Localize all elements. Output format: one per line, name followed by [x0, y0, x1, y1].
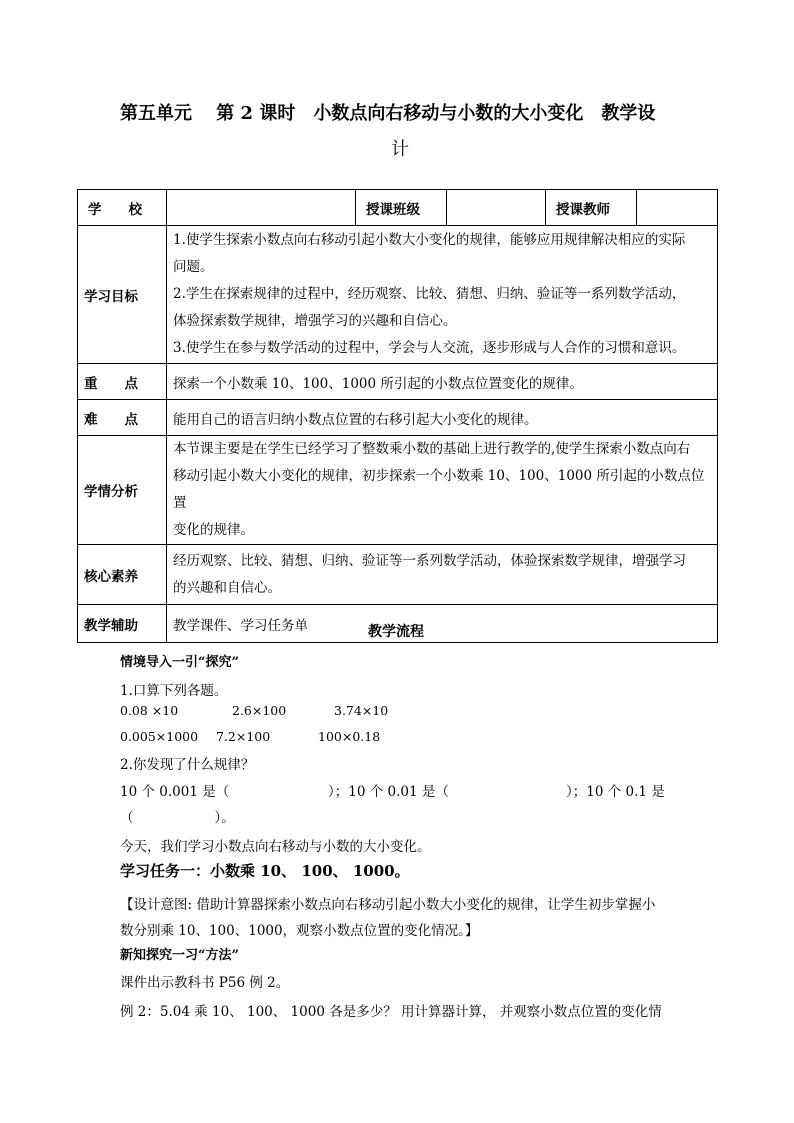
analysis-line: 变化的规律。: [173, 522, 254, 538]
calc-item: 7.2×100: [216, 729, 271, 744]
table-row: [78, 436, 718, 545]
task-1-heading: 学习任务一：小数乘 10、 100、 1000。: [120, 862, 410, 880]
table-row: [78, 400, 718, 436]
blank-line-2: （ ）。: [120, 810, 235, 826]
blank-part: ）；10 个 0.01 是（: [328, 784, 449, 800]
key-text: 探索一个小数乘 10、100、1000 所引起的小数点位置变化的规律。: [167, 364, 718, 400]
table-row: [78, 226, 718, 364]
blank-part: ）；10 个 0.1 是: [566, 784, 665, 800]
teacher-label: 授课教师: [546, 190, 637, 226]
class-value: [447, 190, 546, 226]
calc-item: 100×0.18: [318, 729, 381, 744]
school-value: [167, 190, 356, 226]
core-line: 经历观察、比较、猜想、归纳、验证等一系列数学活动，体验探索数学规律，增强学习: [173, 552, 686, 569]
intro-heading: 情境导入一引“探究”: [120, 655, 239, 670]
core-cell: [167, 545, 718, 605]
analysis-line: 本节课主要是在学生已经学习了整数乘小数的基础上进行教学的,使学生探索小数点向右: [173, 441, 691, 457]
table-row: [78, 545, 718, 605]
title-line1: 第五单元 第 2 课时 小数点向右移动与小数的大小变化 教学设: [120, 103, 656, 124]
title-line2: 计: [391, 139, 409, 160]
difficulty-text: 能用自己的语言归纳小数点位置的右移引起大小变化的规律。: [167, 400, 718, 436]
lesson-info-table: [77, 189, 718, 643]
flow-heading: 教学流程: [368, 624, 424, 640]
design-intent-line: 【设计意图: 借助计算器探索小数点向右移动引起小数大小变化的规律，让学生初步掌握小: [120, 897, 656, 913]
analysis-cell: [167, 436, 718, 545]
example-text: 例 2：5.04 乘 10、 100、 1000 各是多少？ 用计算器计算， 并观察小数点位置的变化情: [120, 1004, 662, 1020]
table-row: [78, 364, 718, 400]
goals-cell: [167, 226, 718, 364]
calc-item: 3.74×10: [334, 703, 389, 718]
table-row: [78, 190, 718, 226]
core-line: 的兴趣和自信心。: [173, 579, 281, 596]
courseware-text: 课件出示教科书 P56 例 2。: [120, 975, 290, 991]
aid-label: 教学辅助: [78, 605, 167, 643]
goals-label: 学习目标: [78, 226, 167, 364]
design-intent-line: 数分别乘 10、100、1000，观察小数点位置的变化情况。】: [120, 923, 479, 939]
goal-line: 体验探索数学规律，增强学习的兴趣和自信心。: [173, 313, 457, 329]
goal-line: 3.使学生在参与数学活动的过程中，学会与人交流，逐步形成与人合作的习惯和意识。: [173, 340, 686, 356]
aid-text: 教学课件、学习任务单: [167, 605, 718, 643]
core-label: 核心素养: [78, 545, 167, 605]
key-label: 重 点: [78, 364, 167, 400]
class-label: 授课班级: [356, 190, 447, 226]
calc-item: 2.6×100: [232, 703, 287, 718]
question-2: 2.你发现了什么规律？: [120, 757, 255, 773]
question-1: 1.口算下列各题。: [120, 683, 228, 699]
analysis-label: 学情分析: [78, 436, 167, 545]
analysis-line: 移动引起小数大小变化的规律，初步探索一个小数乘 10、100、1000 所引起的小数点位置: [173, 468, 705, 511]
page-title: [100, 96, 700, 168]
calc-item: 0.005×1000: [120, 729, 199, 744]
new-knowledge-heading: 新知探究一习“方法”: [120, 948, 239, 963]
today-text: 今天，我们学习小数点向右移动与小数的大小变化。: [120, 839, 431, 855]
school-label: 学 校: [78, 190, 167, 226]
goal-line: 问题。: [173, 259, 214, 275]
goal-line: 2.学生在探索规律的过程中，经历观察、比较、猜想、归纳、验证等一系列数学活动，: [173, 286, 686, 302]
difficulty-label: 难 点: [78, 400, 167, 436]
calc-item: 0.08 ×10: [120, 703, 179, 718]
blank-part: 10 个 0.001 是（: [120, 784, 230, 800]
teacher-value: [637, 190, 718, 226]
goal-line: 1.使学生探索小数点向右移动引起小数大小变化的规律，能够应用规律解决相应的实际: [173, 232, 686, 248]
